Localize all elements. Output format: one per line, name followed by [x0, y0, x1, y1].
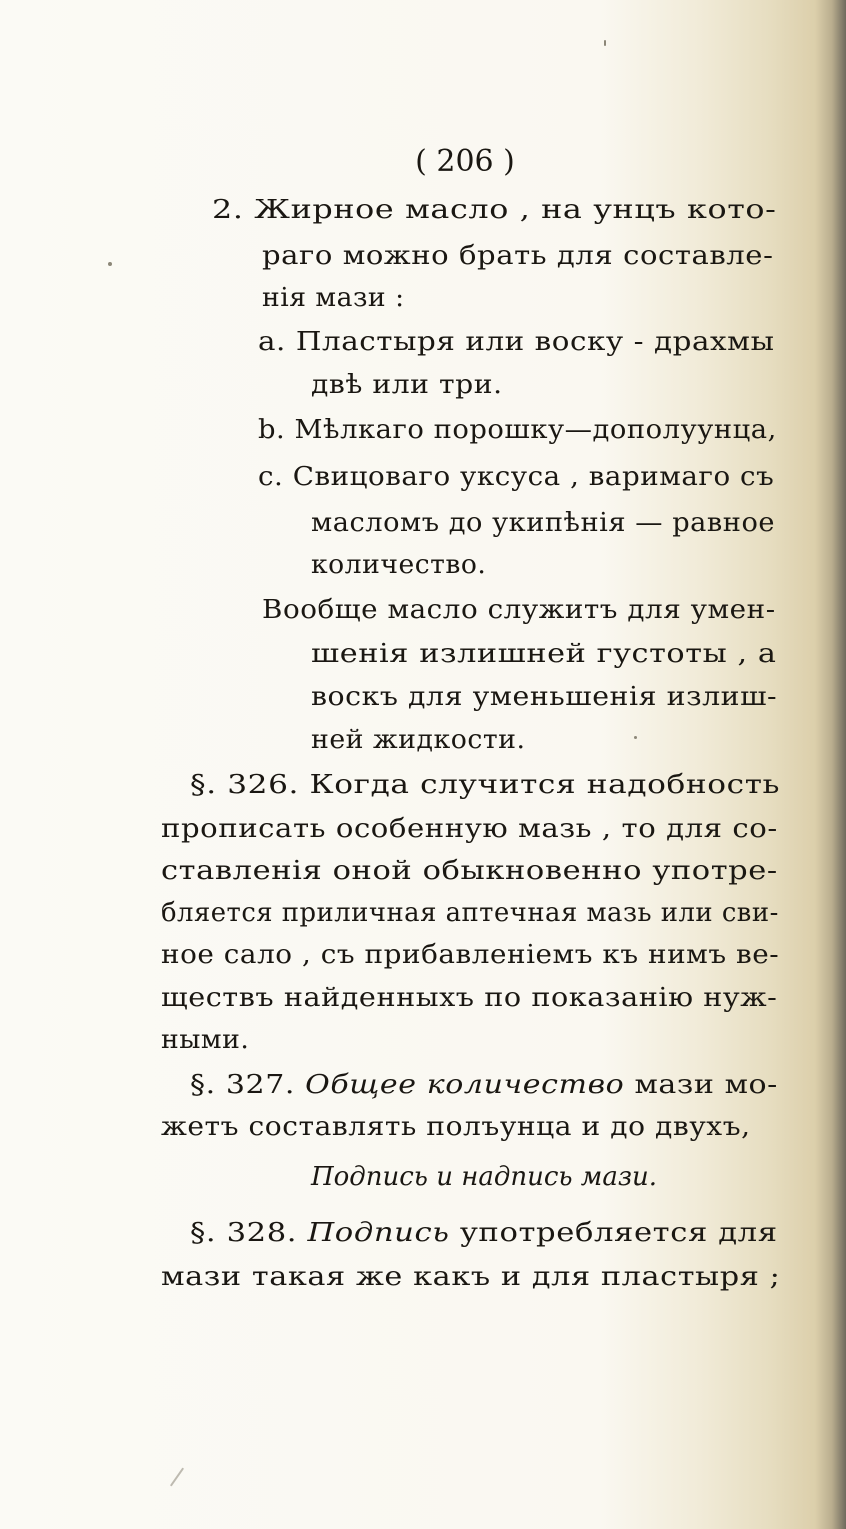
ink-speck — [634, 736, 637, 739]
section-327-rest: мази мо- — [634, 1070, 778, 1100]
page-number: ( 206 ) — [415, 144, 515, 179]
section-328-number: §. 328. — [190, 1218, 298, 1248]
list-item-c: c. Свицоваго уксуса , варимаго съ — [258, 462, 775, 492]
ink-speck — [108, 262, 112, 266]
text-line: двѣ или три. — [311, 370, 503, 400]
section-326-line: §. 326. Когда случится надобность — [190, 770, 781, 800]
text-line: Вообще масло служитъ для умен- — [262, 595, 776, 625]
list-item-b: b. Мѣлкаго порошку—дополуунца, — [258, 415, 777, 445]
text-line: ными. — [161, 1025, 250, 1055]
section-328-line — [190, 1217, 778, 1249]
text-line: бляется приличная аптечная мазь или сви- — [161, 898, 779, 928]
text-line: 2. Жирное масло , на унцъ кото- — [212, 195, 777, 225]
text-line: раго можно брать для составле- — [262, 241, 774, 271]
section-327-line — [190, 1069, 778, 1101]
text-line: ное сало , съ прибавленіемъ къ нимъ ве- — [161, 940, 780, 970]
section-heading: Подпись и надпись мази. — [310, 1162, 658, 1192]
text-line: количество. — [311, 550, 487, 580]
text-line: ставленія оной обыкновенно употре- — [161, 856, 778, 886]
text-line: нія мази : — [262, 283, 405, 313]
section-327-number: §. 327. — [190, 1070, 296, 1100]
ink-speck — [170, 1467, 184, 1486]
text-line: жетъ составлять полъунца и до двухъ, — [161, 1112, 751, 1142]
text-line: воскъ для уменьшенія излиш- — [311, 682, 778, 712]
text-line: ществъ найденныхъ по показанію нуж- — [161, 983, 778, 1013]
list-item-a: a. Пластыря или воску - драхмы — [258, 327, 775, 357]
text-line: масломъ до укипѣнія — равное — [311, 508, 776, 538]
text-line: мази такая же какъ и для пластыря ; — [161, 1262, 781, 1292]
section-328-rest: употребляется для — [459, 1218, 778, 1248]
text-line: шенія излишней густоты , а — [311, 639, 777, 669]
section-328-emphasis: Подпись — [307, 1218, 450, 1248]
ink-speck — [604, 40, 606, 46]
text-line: ней жидкости. — [311, 725, 526, 755]
section-327-emphasis: Общее количество — [305, 1070, 625, 1100]
text-line: прописать особенную мазь , то для со- — [161, 814, 778, 844]
